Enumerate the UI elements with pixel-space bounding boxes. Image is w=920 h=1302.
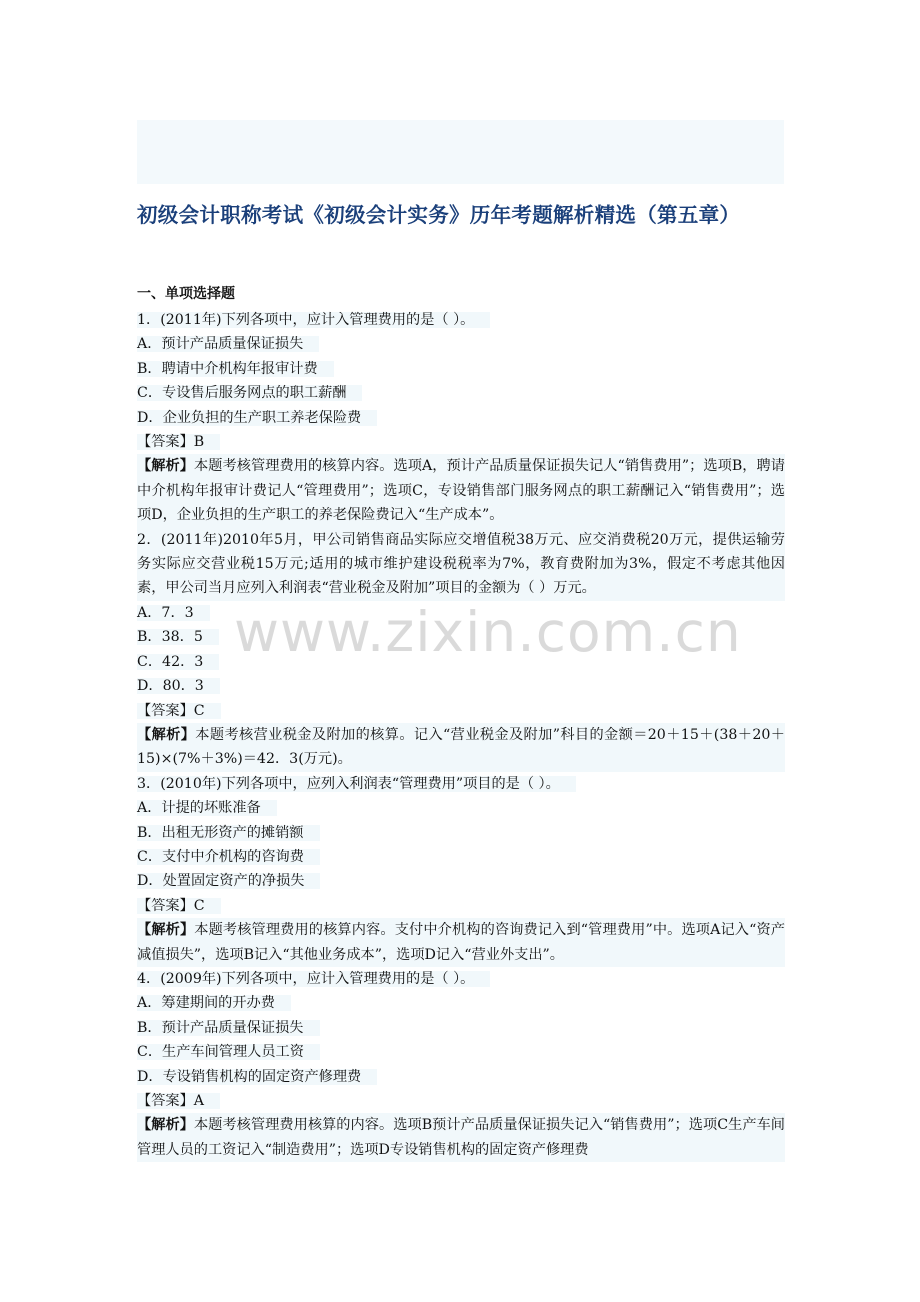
option-d: D．处置固定资产的净损失: [137, 873, 320, 889]
watermark: www.zixin.com.cn: [234, 600, 742, 664]
question-4: [137, 967, 785, 1162]
analysis: [137, 1113, 785, 1162]
analysis: [137, 723, 785, 772]
option-c: C．生产车间管理人员工资: [137, 1044, 320, 1060]
analysis-text: 本题考核管理费用核算的内容。选项B预计产品质量保证损失记入“销售费用”；选项C生产车间管理人员的工资记入“制造费用”；选项D专设销售机构的固定资产修理费: [137, 1117, 785, 1158]
analysis: [137, 454, 785, 527]
option-d: D．80．3: [137, 678, 220, 694]
option-b: B．聘请中介机构年报审计费: [137, 361, 334, 377]
answer: 【答案】A: [137, 1093, 220, 1109]
option-a: A．7．3: [137, 605, 210, 621]
option-d: D．企业负担的生产职工养老保险费: [137, 410, 377, 426]
analysis-text: 本题考核管理费用的核算内容。选项A，预计产品质量保证损失记人“销售费用”；选项B，聘请中介机构年报审计费记人“管理费用”；选项C，专设销售部门服务网点的职工薪酬记入“销售费用”；选项D，企业负担的生产职工的养老保险费记入“生产成本”。: [137, 458, 785, 524]
answer: 【答案】B: [137, 434, 220, 450]
option-c: C．支付中介机构的咨询费: [137, 849, 320, 865]
option-b: B．38．5: [137, 629, 219, 645]
answer: 【答案】C: [137, 898, 221, 914]
analysis-label: 【解析】: [137, 458, 194, 475]
question-stem: 4．(2009年)下列各项中，应计入管理费用的是（ ）。: [137, 971, 490, 987]
question-1: [137, 308, 785, 528]
document-body: [137, 284, 785, 1162]
document-title: 初级会计职称考试《初级会计实务》历年考题解析精选（第五章）: [137, 203, 741, 227]
option-a: A．预计产品质量保证损失: [137, 336, 319, 352]
option-a: A．筹建期间的开办费: [137, 995, 291, 1011]
question-stem: 1．(2011年)下列各项中，应计入管理费用的是（ ）。: [137, 312, 490, 328]
question-stem: 2．(2011年)2010年5月，甲公司销售商品实际应交增值税38万元、应交消费税20万元，提供运输劳务实际应交营业税15万元;适用的城市维护建设税税率为7%，教育费附加为3%，假定不考虑其他因素，甲公司当月应列入利润表“营业税金及附加”项目的金额为（ ）万元。: [137, 528, 785, 601]
option-c: C．专设售后服务网点的职工薪酬: [137, 385, 362, 401]
question-stem: 3．(2010年)下列各项中，应列入利润表“管理费用”项目的是（ ）。: [137, 776, 576, 792]
analysis-label: 【解析】: [137, 1117, 194, 1134]
option-d: D．专设销售机构的固定资产修理费: [137, 1069, 377, 1085]
analysis-label: 【解析】: [137, 726, 196, 743]
option-c: C．42．3: [137, 654, 219, 670]
analysis-label: 【解析】: [137, 922, 195, 939]
analysis-text: 本题考核营业税金及附加的核算。记入“营业税金及附加”科目的金额＝20＋15＋(38＋20＋15)×(7%＋3%)＝42．3(万元)。: [137, 726, 785, 768]
answer: 【答案】C: [137, 703, 221, 719]
section-title: 一、单项选择题: [137, 286, 235, 302]
analysis-text: 本题考核管理费用的核算内容。支付中介机构的咨询费记入到“管理费用”中。选项A记入“资产减值损失”，选项B记入“其他业务成本”，选项D记入“营业外支出”。: [137, 922, 785, 963]
question-2: [137, 528, 785, 772]
option-b: B．预计产品质量保证损失: [137, 1020, 320, 1036]
analysis: [137, 918, 785, 967]
option-b: B．出租无形资产的摊销额: [137, 825, 320, 841]
question-3: [137, 772, 785, 967]
header-band: [137, 120, 784, 184]
option-a: A．计提的坏账准备: [137, 800, 277, 816]
